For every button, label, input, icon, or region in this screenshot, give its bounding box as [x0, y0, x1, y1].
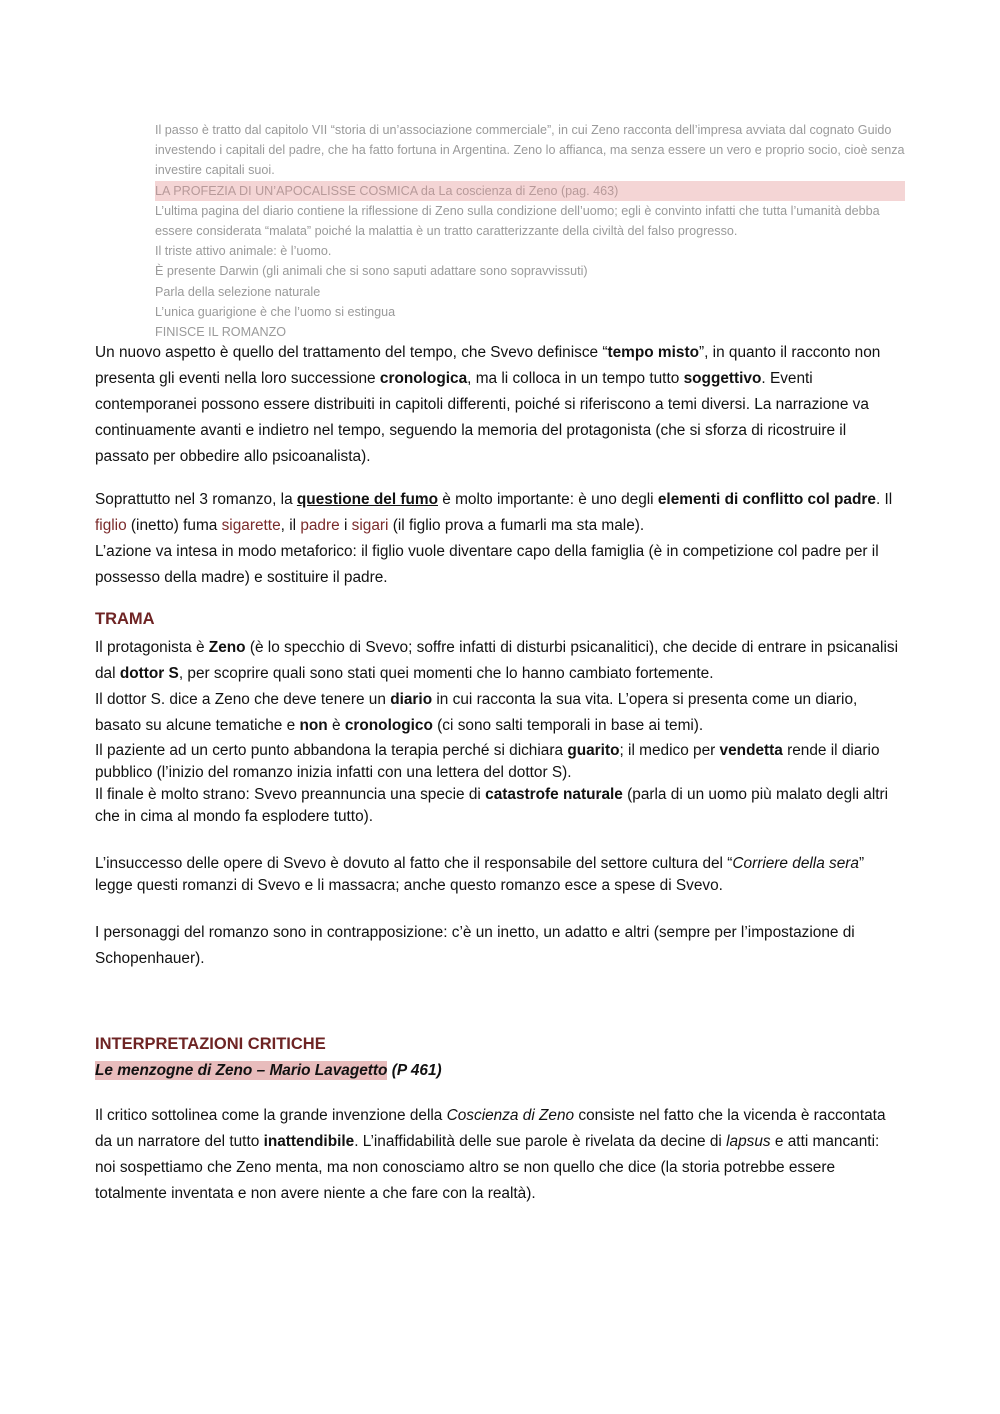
notes-paragraph: L’ultima pagina del diario contiene la riflessione di Zeno sulla condizione dell’uomo; egli è convinto infatti che tutta l’umanità debba essere considerata “malata” poiché la malattia è un tratto caratterizzante della civiltà del falso progresso. [155, 203, 880, 239]
paragraph-personaggi: I personaggi del romanzo sono in contrapposizione: c’è un inetto, un adatto e altri (sempre per l’impostazione di Schopenhauer). [95, 924, 855, 967]
notes-line: L’unica guarigione è che l’uomo si estingua [155, 304, 396, 319]
notes-line: Parla della selezione naturale [155, 284, 321, 299]
paragraph-trama: Il protagonista è Zeno (è lo specchio di Svevo; soffre infatti di disturbi psicanalitici), che decide di entrare in psicanalisi dal dottor S, per scoprire quali sono stati quei momenti che lo hanno cambiato fortemente. Il dottor S. dice a Zeno che deve tenere un diario in cui racconta la sua vita. L’opera si presenta come un diario, basato su alcune tematiche e non è cronologico (ci sono salti temporali in base ai temi). [95, 639, 898, 734]
heading-trama: TRAMA [95, 610, 155, 628]
faded-notes-block [155, 120, 905, 342]
subheading-lavagetto: Le menzogne di Zeno – Mario Lavagetto (P 461) [95, 1062, 442, 1079]
heading-interpretazioni: INTERPRETAZIONI CRITICHE [95, 1035, 326, 1053]
notes-paragraph: Il passo è tratto dal capitolo VII “storia di un’associazione commerciale”, in cui Zeno racconta dell’impresa avviata dal cognato Guido investendo i capitali del padre, che ha fatto fortuna in Argentina. Zeno lo affianca, ma senza essere un vero e proprio socio, cioè senza investire capitali suoi. [155, 123, 905, 178]
notes-line: È presente Darwin (gli animali che si sono saputi adattare sono sopravvissuti) [155, 264, 588, 279]
highlighted-title: LA PROFEZIA DI UN’APOCALISSE COSMICA da La coscienza di Zeno (pag. 463) [155, 181, 905, 201]
paragraph-tempo: Un nuovo aspetto è quello del trattamento del tempo, che Svevo definisce “tempo misto”, in quanto il racconto non presenta gli eventi nella loro successione cronologica, ma li colloca in un tempo tutto soggettivo. Eventi contemporanei possono essere distribuiti in capitoli differenti, poiché si riferiscono a temi diversi. La narrazione va continuamente avanti e indietro nel tempo, seguendo la memoria del protagonista (che si sforza di ricostruire il passato per obbedire allo psicoanalista). [95, 344, 881, 465]
paragraph-trama-cont: Il paziente ad un certo punto abbandona la terapia perché si dichiara guarito; il medico per vendetta rende il diario pubblico (l’inizio del romanzo inizia infatti con una lettera del dottor S). Il finale è molto strano: Svevo preannuncia una specie di catastrofe naturale (parla di un uomo più malato degli altri che in cima al mondo fa esplodere tutto). [95, 742, 889, 825]
paragraph-fumo: Soprattutto nel 3 romanzo, la questione del fumo è molto importante: è uno degli elementi di conflitto col padre. Il figlio (inetto) fuma sigarette, il padre i sigari (il figlio prova a fumarli ma sta male). L’azione va intesa in modo metaforico: il figlio vuole diventare capo della famiglia (è in competizione col padre per il possesso della madre) e sostituire il padre. [95, 491, 893, 586]
paragraph-interpretazioni: Il critico sottolinea come la grande invenzione della Coscienza di Zeno consiste nel fatto che la vicenda è raccontata da un narratore del tutto inattendibile. L’inaffidabilità delle sue parole è rivelata da decine di lapsus e atti mancanti: noi sospettiamo che Zeno menta, ma non conosciamo altro se non quello che dice (la storia potrebbe essere totalmente inventata e non avere niente a che fare con la realtà). [95, 1107, 886, 1202]
paragraph-insuccesso: L’insuccesso delle opere di Svevo è dovuto al fatto che il responsabile del settore cultura del “Corriere della sera” legge questi romanzi di Svevo e li massacra; anche questo romanzo esce a spese di Svevo. [95, 855, 865, 894]
notes-line: FINISCE IL ROMANZO [155, 325, 287, 340]
notes-line: Il triste attivo animale: è l’uomo. [155, 244, 332, 259]
